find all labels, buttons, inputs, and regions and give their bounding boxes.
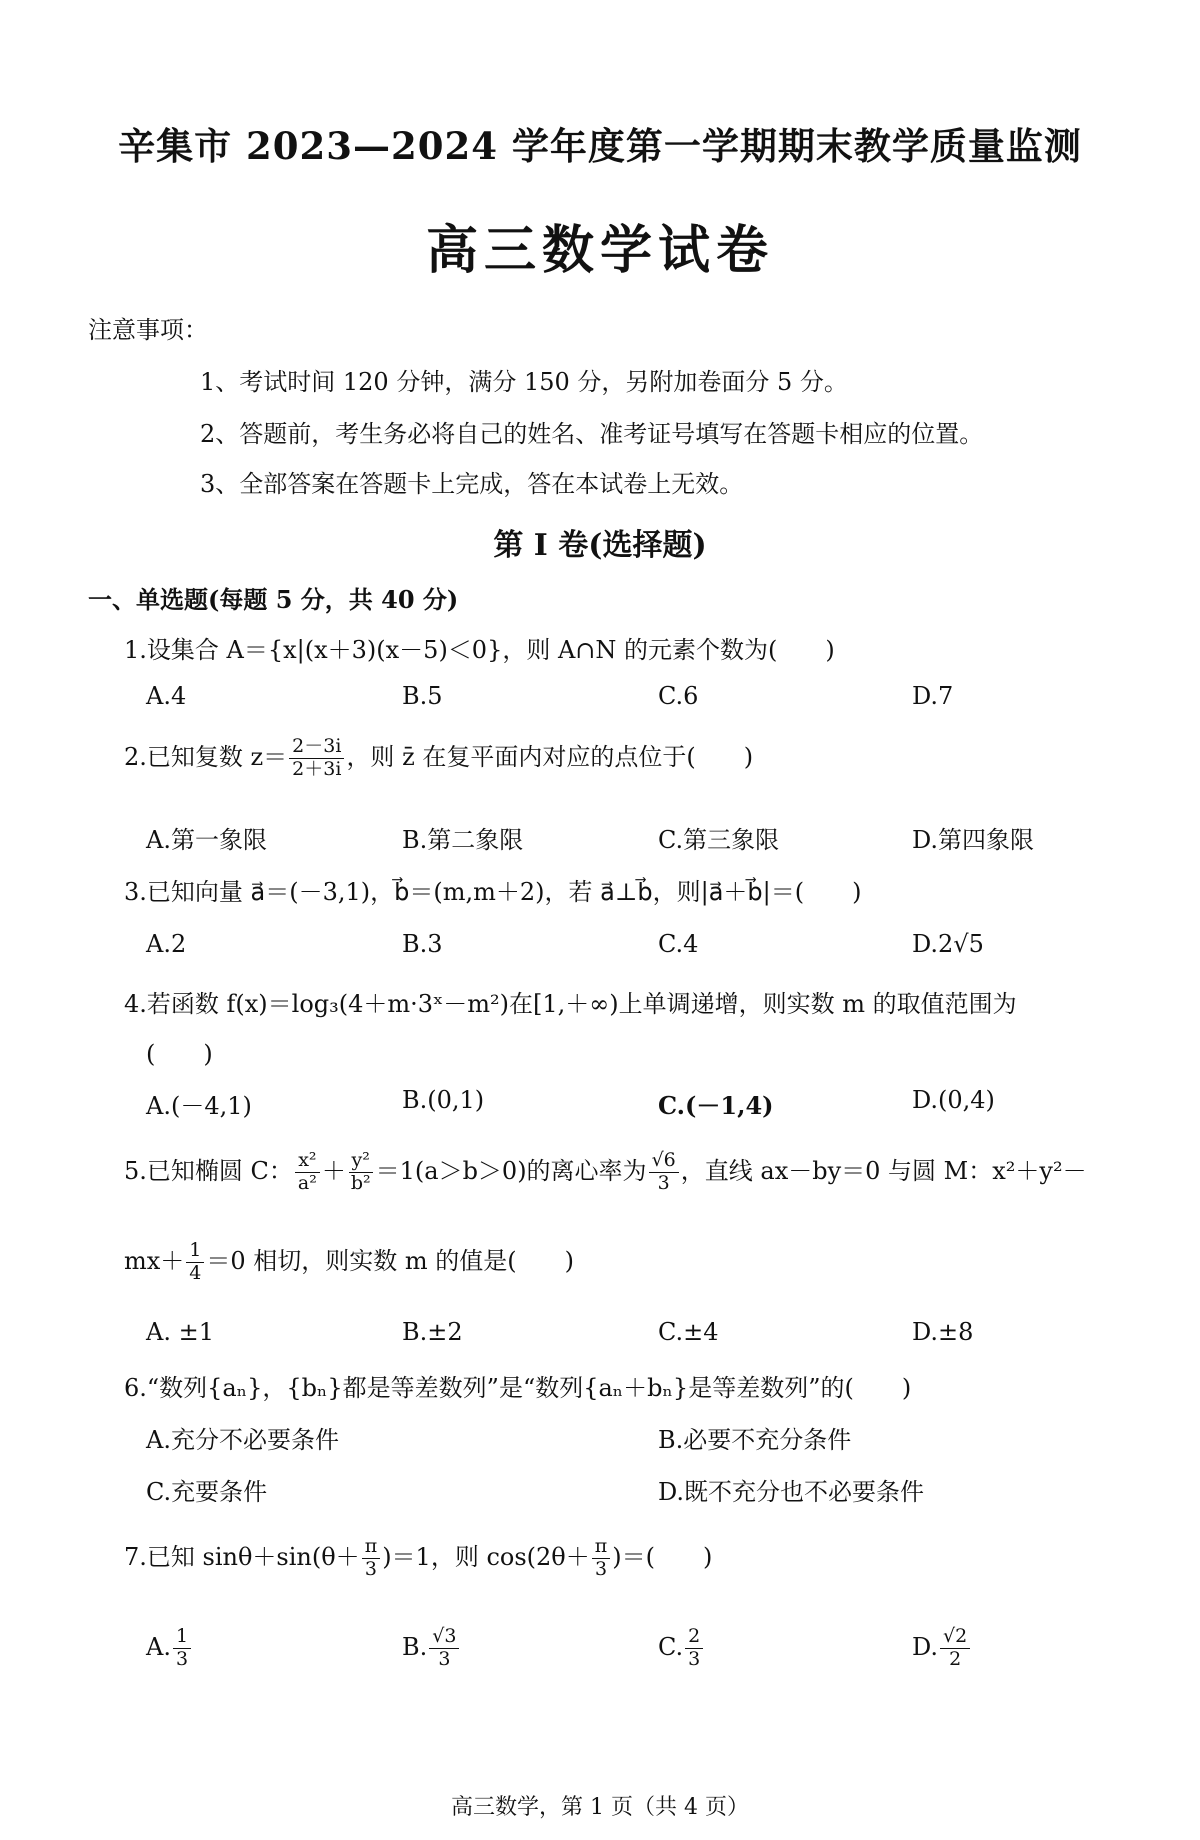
question-2-post: ，则 z̄ 在复平面内对应的点位于( )	[346, 742, 754, 771]
option-fraction	[173, 1626, 191, 1671]
question-1-option: C.6	[658, 682, 699, 710]
question-5-option: C.±4	[658, 1318, 719, 1346]
question-4-option: C.(－1,4)	[658, 1091, 774, 1120]
question-3-option: D.2√5	[912, 930, 984, 958]
question-3-stem: 3.已知向量 a⃗＝(－3,1)，b⃗＝(m,m＋2)，若 a⃗⊥b⃗，则|a⃗＋b⃗|＝( )	[124, 878, 862, 906]
question-1-option: A.4	[146, 682, 187, 710]
question-2-stem	[124, 736, 753, 781]
question-1-stem: 1.设集合 A＝{x|(x＋3)(x－5)＜0}，则 A∩N 的元素个数为( )	[124, 636, 835, 664]
question-5-option: D.±8	[912, 1318, 974, 1346]
fraction-numerator: 2	[685, 1626, 703, 1649]
question-3-option: A.2	[146, 930, 187, 958]
question-5-line2-pre: mx＋	[124, 1246, 185, 1275]
fraction-numerator: √6	[649, 1150, 679, 1173]
question-2-option: A.第一象限	[146, 826, 267, 854]
option-label: B.	[402, 1632, 428, 1661]
question-5-plus: ＋	[321, 1156, 346, 1185]
option-label: C.	[658, 1632, 684, 1661]
question-4-option: D.(0,4)	[912, 1086, 995, 1114]
question-5-line2	[124, 1240, 574, 1285]
fraction-denominator: 3	[364, 1557, 377, 1580]
question-7-option	[146, 1626, 193, 1671]
fraction-denominator: a²	[297, 1171, 317, 1194]
option-fraction	[429, 1626, 459, 1671]
question-1-option: D.7	[912, 682, 954, 710]
question-5-option: A. ±1	[146, 1318, 214, 1346]
question-3-option: C.4	[658, 930, 699, 958]
fraction-denominator: 2	[949, 1647, 962, 1670]
question-7-fraction	[592, 1536, 611, 1581]
question-2-option: B.第二象限	[402, 826, 524, 854]
fraction-numerator: 1	[186, 1240, 204, 1263]
fraction-denominator: 4	[189, 1261, 202, 1284]
notice-item: 3、全部答案在答题卡上完成，答在本试卷上无效。	[200, 470, 744, 498]
fraction-numerator: √2	[940, 1626, 970, 1649]
exam-header-title: 辛集市 2023—2024 学年度第一学期期末教学质量监测	[118, 124, 1082, 168]
question-4-stem: 4.若函数 f(x)＝log₃(4＋m·3ˣ－m²)在[1,＋∞)上单调递增，则实数 m 的取值范围为	[124, 990, 1017, 1018]
option-fraction	[685, 1626, 703, 1671]
notice-heading: 注意事项：	[88, 316, 208, 344]
question-7-fraction	[362, 1536, 381, 1581]
question-7-option	[658, 1626, 705, 1671]
question-5-pre: 5.已知椭圆 C：	[124, 1156, 293, 1185]
question-4-option: A.(－4,1)	[146, 1092, 252, 1120]
question-7-option	[912, 1626, 972, 1671]
fraction-numerator: x²	[295, 1150, 319, 1173]
page-footer: 高三数学，第 1 页（共 4 页）	[451, 1795, 749, 1820]
question-5-post: ，直线 ax－by＝0 与圆 M：x²＋y²－	[680, 1156, 1087, 1185]
fraction-numerator: y²	[349, 1150, 373, 1173]
fraction-denominator: b²	[350, 1171, 371, 1194]
question-4-option: B.(0,1)	[402, 1086, 485, 1114]
question-2-option: D.第四象限	[912, 826, 1035, 854]
notice-item: 2、答题前，考生务必将自己的姓名、准考证号填写在答题卡相应的位置。	[200, 420, 984, 448]
question-1-option: B.5	[402, 682, 443, 710]
exam-subtitle: 高三数学试卷	[425, 220, 774, 281]
fraction-denominator: 3	[688, 1647, 701, 1670]
question-5-fraction	[348, 1150, 374, 1195]
fraction-denominator: 3	[175, 1647, 189, 1670]
question-5-fraction	[295, 1150, 320, 1195]
option-label: D.	[912, 1632, 939, 1661]
question-6-option: B.必要不充分条件	[658, 1426, 852, 1454]
question-7-option	[402, 1626, 461, 1671]
question-7-pre: 7.已知 sinθ＋sin(θ＋	[124, 1542, 360, 1571]
question-5-mid: ＝1(a＞b＞0)的离心率为	[375, 1156, 647, 1185]
section-title: 第 I 卷(选择题)	[493, 528, 707, 563]
question-2-pre: 2.已知复数 z＝	[124, 742, 288, 771]
question-5-stem	[124, 1150, 1087, 1195]
fraction-numerator: 2－3i	[289, 736, 344, 759]
fraction-numerator: π	[362, 1536, 381, 1559]
question-6-option: D.既不充分也不必要条件	[658, 1478, 925, 1506]
question-5-fraction	[186, 1240, 204, 1285]
question-7-post: )＝( )	[612, 1542, 713, 1571]
option-fraction	[940, 1626, 970, 1671]
question-6-option: C.充要条件	[146, 1478, 268, 1506]
question-7-stem	[124, 1536, 712, 1581]
fraction-denominator: 3	[657, 1171, 670, 1194]
question-3-option: B.3	[402, 930, 443, 958]
question-4-bracket: ( )	[146, 1040, 213, 1068]
fraction-numerator: π	[592, 1536, 611, 1559]
fraction-denominator: 3	[438, 1647, 451, 1670]
question-5-option: B.±2	[402, 1318, 463, 1346]
notice-item: 1、考试时间 120 分钟，满分 150 分，另附加卷面分 5 分。	[200, 368, 848, 396]
option-label: A.	[146, 1632, 171, 1661]
question-6-stem: 6.“数列{aₙ}，{bₙ}都是等差数列”是“数列{aₙ＋bₙ}是等差数列”的( )	[124, 1374, 912, 1402]
fraction-denominator: 2＋3i	[292, 757, 342, 780]
question-7-mid: )＝1，则 cos(2θ＋	[382, 1542, 590, 1571]
question-2-fraction	[289, 736, 344, 781]
question-6-option: A.充分不必要条件	[146, 1426, 339, 1454]
fraction-numerator: √3	[429, 1626, 459, 1649]
question-2-option: C.第三象限	[658, 826, 780, 854]
fraction-denominator: 3	[594, 1557, 608, 1580]
fraction-numerator: 1	[173, 1626, 191, 1649]
question-5-line2-post: ＝0 相切，则实数 m 的值是( )	[206, 1246, 575, 1275]
part-heading: 一、单选题(每题 5 分，共 40 分)	[88, 585, 459, 614]
question-5-fraction	[649, 1150, 679, 1195]
